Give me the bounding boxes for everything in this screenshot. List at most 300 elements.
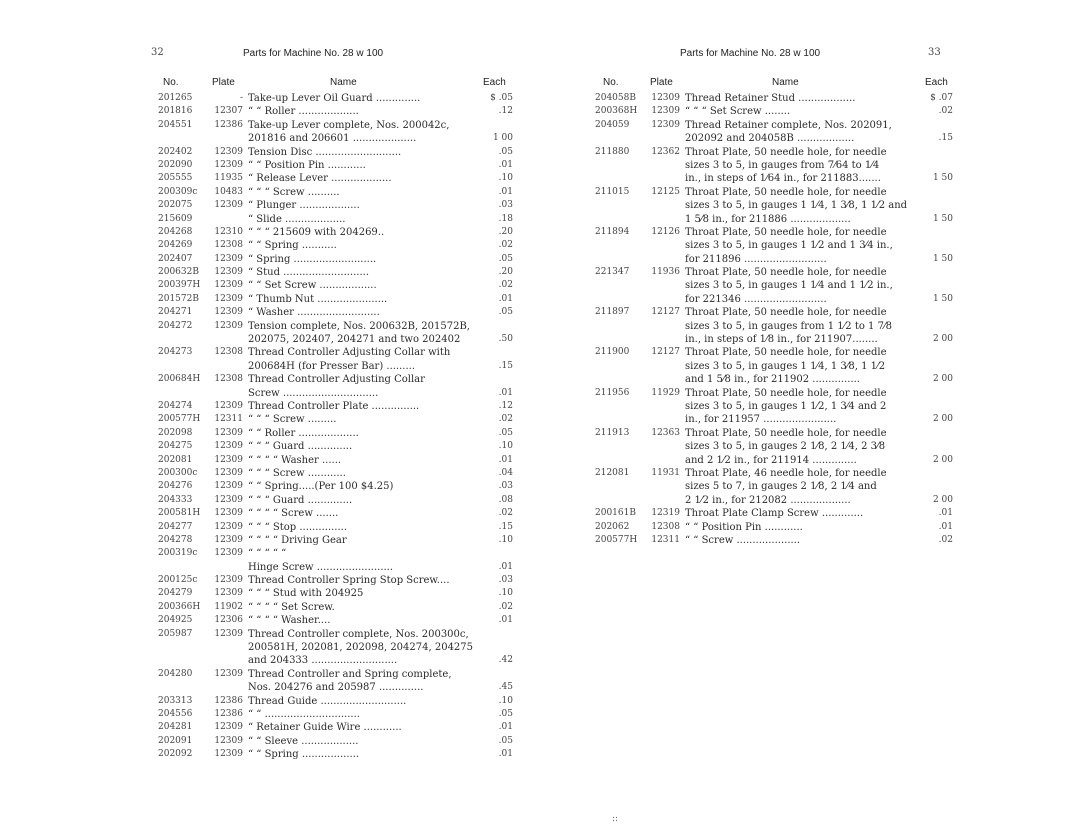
part-name: Throat Plate, 50 needle hole, for needle	[685, 307, 887, 319]
table-row	[595, 146, 953, 159]
part-name: “ “ “ “ Washer....	[248, 615, 331, 627]
part-name: “ Retainer Guide Wire ............	[248, 722, 402, 734]
plate-number: 12309	[214, 146, 243, 157]
table-row	[595, 373, 953, 386]
plate-number: 12308	[214, 240, 243, 251]
column-header-no: No.	[163, 77, 179, 88]
parts-list	[158, 92, 513, 762]
plate-number: 12311	[214, 414, 243, 425]
part-number: 215609	[158, 213, 193, 224]
part-name: 200581H, 202081, 202098, 204274, 204275	[248, 642, 474, 654]
part-number: 202098	[158, 427, 193, 438]
table-row	[158, 146, 513, 159]
part-number: 211897	[595, 307, 630, 318]
price-each: $ .07	[930, 93, 953, 103]
table-row	[158, 721, 513, 734]
table-row	[595, 186, 953, 199]
table-row	[158, 333, 513, 346]
price-each: .10	[498, 173, 513, 184]
gutter-mark: ::	[612, 814, 619, 824]
part-number: 211880	[595, 146, 630, 157]
price-each: .01	[498, 159, 513, 170]
table-row	[158, 695, 513, 708]
price-each: .08	[498, 494, 513, 505]
part-name: Throat Plate, 50 needle hole, for needle	[685, 267, 887, 279]
table-row	[158, 427, 513, 440]
price-each: .10	[498, 534, 513, 545]
parts-list	[595, 92, 953, 547]
price-each: .02	[938, 534, 953, 545]
part-number: 202407	[158, 253, 193, 264]
price-each: .50	[498, 334, 513, 345]
part-number: 204281	[158, 722, 193, 733]
column-header-each: Each	[483, 77, 506, 88]
price-each: .05	[498, 307, 513, 318]
table-row	[158, 628, 513, 641]
plate-number: 12126	[651, 226, 680, 237]
price-each: .02	[498, 508, 513, 519]
part-number: 205987	[158, 628, 193, 639]
plate-number: 12309	[651, 106, 680, 117]
part-name: “ “ “ “ Driving Gear	[248, 534, 347, 546]
part-name: “ “ “ “ Set Screw.	[248, 601, 335, 613]
table-row	[595, 400, 953, 413]
table-row	[158, 454, 513, 467]
plate-number: 11931	[651, 467, 680, 478]
table-row	[158, 641, 513, 654]
part-name: “ “ “ Screw ..........	[248, 186, 340, 198]
part-number: 211913	[595, 427, 630, 438]
price-each: .01	[498, 615, 513, 626]
price-each: .01	[938, 521, 953, 532]
column-header-no: No.	[603, 77, 619, 88]
part-name: 201816 and 206601 ....................	[248, 133, 417, 145]
plate-number: -	[239, 93, 243, 103]
part-number: 200366H	[158, 601, 201, 612]
part-name: Throat Plate Clamp Screw .............	[685, 508, 864, 520]
price-each: .01	[498, 749, 513, 760]
part-number: 204276	[158, 481, 193, 492]
part-name: Thread Guide ...........................	[248, 695, 407, 707]
part-number: 204333	[158, 494, 193, 505]
table-row	[595, 346, 953, 359]
price-each: 2 00	[932, 374, 953, 385]
plate-number: 10483	[214, 186, 243, 197]
part-name: Take-up Lever complete, Nos. 200042c,	[248, 119, 450, 131]
table-row	[158, 614, 513, 627]
table-row	[595, 454, 953, 467]
table-row	[595, 132, 953, 145]
table-row	[158, 400, 513, 413]
price-each: 1 00	[492, 133, 513, 144]
part-number: 204059	[595, 119, 630, 130]
part-name: “ “ Spring ...........	[248, 240, 337, 252]
table-row	[158, 480, 513, 493]
part-name: 200684H (for Presser Bar) .........	[248, 360, 416, 372]
table-row	[595, 413, 953, 426]
table-row	[158, 239, 513, 252]
table-row	[158, 561, 513, 574]
plate-number: 12127	[651, 347, 680, 358]
price-each: 1 50	[932, 253, 953, 264]
table-row	[158, 92, 513, 105]
part-name: for 211896 ..........................	[685, 253, 827, 265]
part-name: “ “ Roller ...................	[248, 427, 359, 439]
part-name: “ “ “ Guard ..............	[248, 441, 353, 453]
table-row	[158, 320, 513, 333]
table-row	[595, 199, 953, 212]
table-row	[158, 735, 513, 748]
table-row	[595, 253, 953, 266]
part-name: Thread Retainer complete, Nos. 202091,	[685, 119, 892, 131]
table-row	[595, 172, 953, 185]
plate-number: 12127	[651, 307, 680, 318]
price-each: 2 00	[932, 494, 953, 505]
part-name: 1 5⁄8 in., for 211886 ...................	[685, 213, 851, 225]
price-each: .05	[498, 146, 513, 157]
part-name: sizes 3 to 5, in gauges 1 1⁄2 and 1 3⁄4 in.,	[685, 240, 893, 252]
table-row	[158, 574, 513, 587]
table-row	[595, 226, 953, 239]
part-number: 202081	[158, 454, 193, 465]
part-number: 204272	[158, 320, 193, 331]
table-row	[158, 346, 513, 359]
table-row	[595, 427, 953, 440]
part-name: and 1 5⁄8 in., for 211902 ...............	[685, 374, 860, 386]
part-name: “ “ ..............................	[248, 708, 360, 720]
table-row	[595, 387, 953, 400]
price-each: $ .05	[490, 93, 513, 103]
part-name: “ Plunger ...................	[248, 200, 360, 212]
page-title: Parts for Machine No. 28 w 100	[680, 48, 821, 59]
part-name: “ “ “ Stud with 204925	[248, 588, 364, 600]
part-number: 204278	[158, 534, 193, 545]
part-name: Thread Controller Adjusting Collar	[248, 374, 425, 386]
part-name: “ “ Screw ....................	[685, 534, 801, 546]
table-row	[158, 467, 513, 480]
part-name: “ “ “ Screw ............	[248, 467, 346, 479]
part-number: 200300c	[158, 467, 198, 478]
column-header-name: Name	[330, 77, 357, 88]
table-row	[158, 413, 513, 426]
price-each: .42	[498, 655, 513, 666]
plate-number: 12309	[651, 119, 680, 130]
part-number: 205555	[158, 173, 193, 184]
price-each: .02	[498, 601, 513, 612]
table-row	[158, 132, 513, 145]
price-each: .01	[498, 186, 513, 197]
part-name: Throat Plate, 50 needle hole, for needle	[685, 226, 887, 238]
price-each: .15	[938, 133, 953, 144]
part-name: and 2 1⁄2 in., for 211914 ..............	[685, 454, 857, 466]
table-row	[158, 748, 513, 761]
part-number: 202090	[158, 159, 193, 170]
price-each: .18	[498, 213, 513, 224]
table-row	[595, 440, 953, 453]
plate-number: 12310	[214, 226, 243, 237]
plate-number: 11936	[651, 267, 680, 278]
table-row	[158, 587, 513, 600]
plate-number: 12309	[214, 307, 243, 318]
part-name: “ “ “ “ Washer ......	[248, 454, 342, 466]
price-each: 1 50	[932, 293, 953, 304]
part-name: Throat Plate, 46 needle hole, for needle	[685, 467, 887, 479]
price-each: .01	[498, 293, 513, 304]
part-number: 211015	[595, 186, 630, 197]
plate-number: 12309	[214, 588, 243, 599]
column-header-plate: Plate	[650, 77, 673, 88]
plate-number: 12309	[214, 722, 243, 733]
price-each: .10	[498, 588, 513, 599]
column-header-each: Each	[925, 77, 948, 88]
plate-number: 12319	[651, 508, 680, 519]
part-number: 204269	[158, 240, 193, 251]
plate-number: 12386	[214, 119, 243, 130]
part-name: Thread Controller Adjusting Collar with	[248, 347, 451, 359]
table-row	[158, 507, 513, 520]
part-name: “ “ “ “ “	[248, 548, 287, 560]
part-number: 202092	[158, 749, 193, 760]
plate-number: 12309	[214, 548, 243, 559]
part-name: Throat Plate, 50 needle hole, for needle	[685, 146, 887, 158]
part-number: 202091	[158, 735, 193, 746]
plate-number: 12362	[651, 146, 680, 157]
part-name: “ Stud ...........................	[248, 267, 370, 279]
table-row	[595, 105, 953, 118]
part-name: sizes 3 to 5, in gauges 1 1⁄4, 1 3⁄8, 1 1⁄2	[685, 360, 886, 372]
price-each: .05	[498, 708, 513, 719]
part-name: “ “ “ Guard ..............	[248, 494, 353, 506]
part-number: 202075	[158, 200, 193, 211]
table-row	[158, 708, 513, 721]
plate-number: 12309	[214, 441, 243, 452]
table-row	[158, 159, 513, 172]
part-number: 204277	[158, 521, 193, 532]
part-name: Thread Retainer Stud ..................	[685, 93, 856, 104]
part-name: sizes 3 to 5, in gauges 1 1⁄2, 1 3⁄4 and 2	[685, 400, 887, 412]
part-name: Throat Plate, 50 needle hole, for needle	[685, 427, 887, 439]
part-name: Thread Controller Plate ...............	[248, 400, 420, 412]
part-name: in., in steps of 1⁄8 in., for 211907........	[685, 334, 878, 346]
part-number: 211900	[595, 347, 630, 358]
part-name: Hinge Screw ........................	[248, 561, 394, 573]
part-number: 203313	[158, 695, 193, 706]
plate-number: 12309	[214, 454, 243, 465]
plate-number: 12309	[214, 508, 243, 519]
price-each: .15	[498, 360, 513, 371]
part-number: 201265	[158, 93, 193, 103]
price-each: .01	[938, 508, 953, 519]
plate-number: 12309	[214, 320, 243, 331]
table-row	[595, 507, 953, 520]
part-number: 211894	[595, 226, 630, 237]
right-page	[540, 0, 1080, 834]
plate-number: 12386	[214, 708, 243, 719]
part-name: Take-up Lever Oil Guard ..............	[248, 93, 421, 104]
part-name: Screw ..............................	[248, 387, 379, 399]
plate-number: 12309	[214, 400, 243, 411]
part-name: “ “ Position Pin ............	[685, 521, 803, 533]
part-name: sizes 3 to 5, in gauges from 7⁄64 to 1⁄4	[685, 159, 880, 171]
part-name: Throat Plate, 50 needle hole, for needle	[685, 186, 887, 198]
part-name: 202075, 202407, 204271 and two 202402	[248, 334, 461, 346]
part-name: and 204333 ...........................	[248, 655, 398, 667]
part-number: 200577H	[595, 534, 638, 545]
plate-number: 12309	[651, 93, 680, 103]
part-number: 200309c	[158, 186, 198, 197]
part-number: 202062	[595, 521, 630, 532]
part-number: 200632B	[158, 267, 199, 278]
part-number: 200368H	[595, 106, 638, 117]
part-name: “ “ “ Screw .........	[248, 414, 337, 426]
table-row	[158, 119, 513, 132]
price-each: .20	[498, 267, 513, 278]
table-row	[158, 373, 513, 386]
part-name: “ “ “ Stop ...............	[248, 521, 348, 533]
table-row	[595, 159, 953, 172]
table-row	[158, 186, 513, 199]
table-row	[595, 320, 953, 333]
part-name: “ “ Roller ...................	[248, 106, 359, 118]
table-row	[158, 253, 513, 266]
plate-number: 12309	[214, 253, 243, 264]
part-number: 204271	[158, 307, 193, 318]
part-number: 200125c	[158, 575, 198, 586]
part-name: “ “ Sleeve ..................	[248, 735, 359, 747]
part-name: Nos. 204276 and 205987 ..............	[248, 682, 424, 694]
part-number: 204275	[158, 441, 193, 452]
part-number: 204274	[158, 400, 193, 411]
part-name: “ Slide ...................	[248, 213, 346, 225]
price-each: .02	[938, 106, 953, 117]
table-row	[158, 306, 513, 319]
price-each: 1 50	[932, 213, 953, 224]
table-row	[158, 360, 513, 373]
table-row	[158, 105, 513, 118]
plate-number: 12309	[214, 575, 243, 586]
part-name: Thread Controller and Spring complete,	[248, 668, 452, 680]
table-row	[595, 467, 953, 480]
part-name: Tension complete, Nos. 200632B, 201572B,	[248, 320, 470, 332]
part-name: Throat Plate, 50 needle hole, for needle	[685, 347, 887, 359]
table-row	[158, 601, 513, 614]
price-each: .04	[498, 467, 513, 478]
price-each: .02	[498, 240, 513, 251]
part-number: 200684H	[158, 374, 201, 385]
price-each: .01	[498, 387, 513, 398]
part-name: “ “ Position Pin ............	[248, 159, 366, 171]
part-number: 200319c	[158, 548, 198, 559]
table-row	[595, 119, 953, 132]
part-name: sizes 3 to 5, in gauges 1 1⁄4 and 1 1⁄2 in.,	[685, 280, 893, 292]
part-number: 200161B	[595, 508, 636, 519]
part-number: 200581H	[158, 508, 201, 519]
plate-number: 12386	[214, 695, 243, 706]
table-row	[158, 387, 513, 400]
plate-number: 12309	[214, 200, 243, 211]
price-each: .10	[498, 695, 513, 706]
price-each: 2 00	[932, 334, 953, 345]
price-each: .03	[498, 200, 513, 211]
plate-number: 12309	[214, 628, 243, 639]
part-number: 204280	[158, 668, 193, 679]
table-row	[158, 213, 513, 226]
price-each: .12	[498, 106, 513, 117]
plate-number: 12308	[214, 374, 243, 385]
part-name: “ “ Set Screw ..................	[248, 280, 377, 292]
table-row	[595, 266, 953, 279]
table-row	[595, 333, 953, 346]
part-name: Tension Disc ...........................	[248, 146, 402, 158]
part-number: 204279	[158, 588, 193, 599]
plate-number: 11902	[214, 601, 243, 612]
plate-number: 12311	[651, 534, 680, 545]
part-number: 211956	[595, 387, 630, 398]
part-name: “ Thumb Nut ......................	[248, 293, 388, 305]
part-name: for 221346 ..........................	[685, 293, 827, 305]
part-number: 204268	[158, 226, 193, 237]
table-row	[158, 534, 513, 547]
plate-number: 12309	[214, 467, 243, 478]
column-header-name: Name	[772, 77, 799, 88]
table-row	[595, 534, 953, 547]
part-number: 201572B	[158, 293, 199, 304]
plate-number: 11929	[651, 387, 680, 398]
part-name: “ Spring ..........................	[248, 253, 377, 265]
plate-number: 12309	[214, 481, 243, 492]
table-row	[158, 440, 513, 453]
table-row	[158, 494, 513, 507]
part-name: Thread Controller complete, Nos. 200300c,	[248, 628, 469, 640]
part-number: 204925	[158, 615, 193, 626]
part-name: “ “ “ 215609 with 204269..	[248, 226, 385, 238]
price-each: .20	[498, 226, 513, 237]
table-row	[158, 654, 513, 667]
part-name: “ “ Spring.....(Per 100 $4.25)	[248, 481, 394, 493]
price-each: .03	[498, 481, 513, 492]
table-row	[595, 521, 953, 534]
price-each: .01	[498, 722, 513, 733]
table-row	[595, 480, 953, 493]
price-each: .05	[498, 735, 513, 746]
price-each: .45	[498, 682, 513, 693]
price-each: 2 00	[932, 414, 953, 425]
table-row	[158, 668, 513, 681]
part-number: 204551	[158, 119, 193, 130]
part-name: sizes 3 to 5, in gauges 1 1⁄4, 1 3⁄8, 1 1⁄2 and	[685, 200, 908, 212]
part-number: 204273	[158, 347, 193, 358]
table-row	[158, 293, 513, 306]
plate-number: 12309	[214, 267, 243, 278]
part-number: 201816	[158, 106, 193, 117]
part-name: “ Washer ..........................	[248, 307, 380, 319]
plate-number: 12308	[651, 521, 680, 532]
price-each: .12	[498, 400, 513, 411]
price-each: 2 00	[932, 454, 953, 465]
table-row	[595, 92, 953, 105]
part-name: Throat Plate, 50 needle hole, for needle	[685, 387, 887, 399]
part-number: 212081	[595, 467, 630, 478]
price-each: .01	[498, 561, 513, 572]
plate-number: 12308	[214, 347, 243, 358]
price-each: 1 50	[932, 173, 953, 184]
table-row	[158, 172, 513, 185]
plate-number: 12309	[214, 159, 243, 170]
part-name: “ “ Spring ..................	[248, 749, 360, 761]
table-row	[595, 239, 953, 252]
plate-number: 12309	[214, 534, 243, 545]
column-header-plate: Plate	[212, 77, 235, 88]
